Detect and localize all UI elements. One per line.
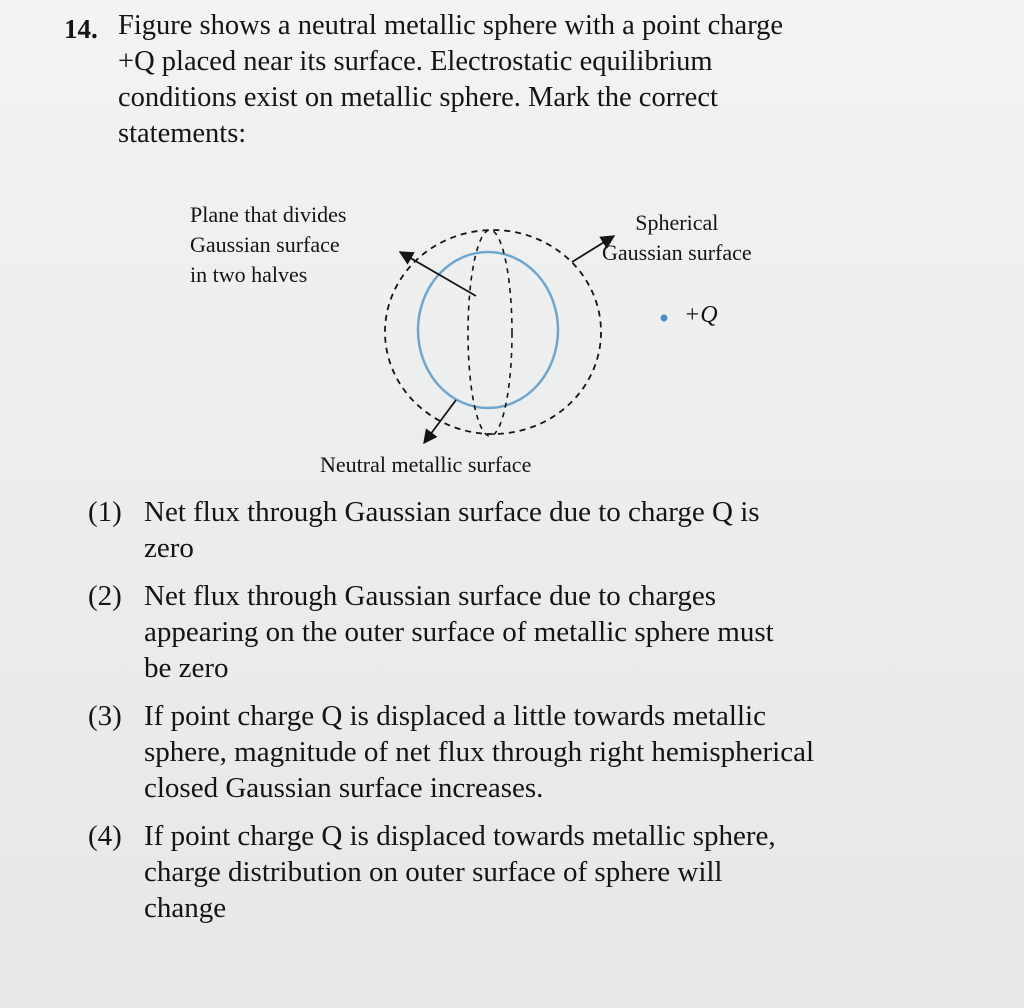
spherical-label-line: Spherical: [635, 210, 719, 235]
option-line: charge distribution on outer surface of sphere will: [144, 856, 723, 888]
option-number: (2): [88, 580, 122, 612]
point-charge-dot: [661, 315, 668, 322]
option-line: change: [144, 892, 227, 924]
option-text: [144, 698, 990, 806]
question-stem-line: +Q placed near its surface. Electrostatic equilibrium: [118, 46, 713, 77]
question-number: 14.: [64, 14, 98, 44]
option-line: If point charge Q is displaced a little towards metallic: [144, 700, 766, 732]
option-line: closed Gaussian surface increases.: [144, 772, 544, 804]
spherical-gaussian-label: [602, 208, 752, 268]
plane-label: [190, 200, 346, 290]
question-stem-line: conditions exist on metallic sphere. Mark the correct: [118, 82, 718, 113]
option-1: [70, 494, 990, 566]
option-line: sphere, magnitude of net flux through right hemispherical: [144, 736, 815, 768]
option-line: zero: [144, 532, 194, 564]
option-number: (3): [88, 700, 122, 732]
option-4: [70, 818, 990, 926]
charge-label: +Q: [684, 302, 718, 328]
option-number: (1): [88, 496, 122, 528]
plane-label-line: Gaussian surface: [190, 232, 340, 257]
option-text: [144, 818, 990, 926]
option-line: be zero: [144, 652, 229, 684]
spherical-label-line: Gaussian surface: [602, 240, 752, 265]
question-stem-line: statements:: [118, 118, 247, 149]
option-text: [144, 494, 990, 566]
metal-pointer-arrow: [424, 400, 456, 443]
option-text: [144, 578, 990, 686]
plane-label-line: in two halves: [190, 262, 308, 287]
option-2: [70, 578, 990, 686]
plane-label-line: Plane that divides: [190, 202, 347, 227]
option-line: Net flux through Gaussian surface due to charges: [144, 580, 717, 612]
neutral-surface-label: Neutral metallic surface: [320, 452, 532, 477]
plane-pointer-arrow: [400, 252, 476, 296]
option-line: Net flux through Gaussian surface due to charge Q is: [144, 496, 760, 528]
sphere-figure: [0, 0, 1024, 500]
option-line: If point charge Q is displaced towards metallic sphere,: [144, 820, 776, 852]
option-line: appearing on the outer surface of metallic sphere must: [144, 616, 774, 648]
option-3: [70, 698, 990, 806]
dividing-plane-ellipse: [468, 230, 512, 436]
options-list: [70, 494, 990, 938]
question-stem-line: Figure shows a neutral metallic sphere with a point charge: [118, 10, 784, 41]
option-number: (4): [88, 820, 122, 852]
